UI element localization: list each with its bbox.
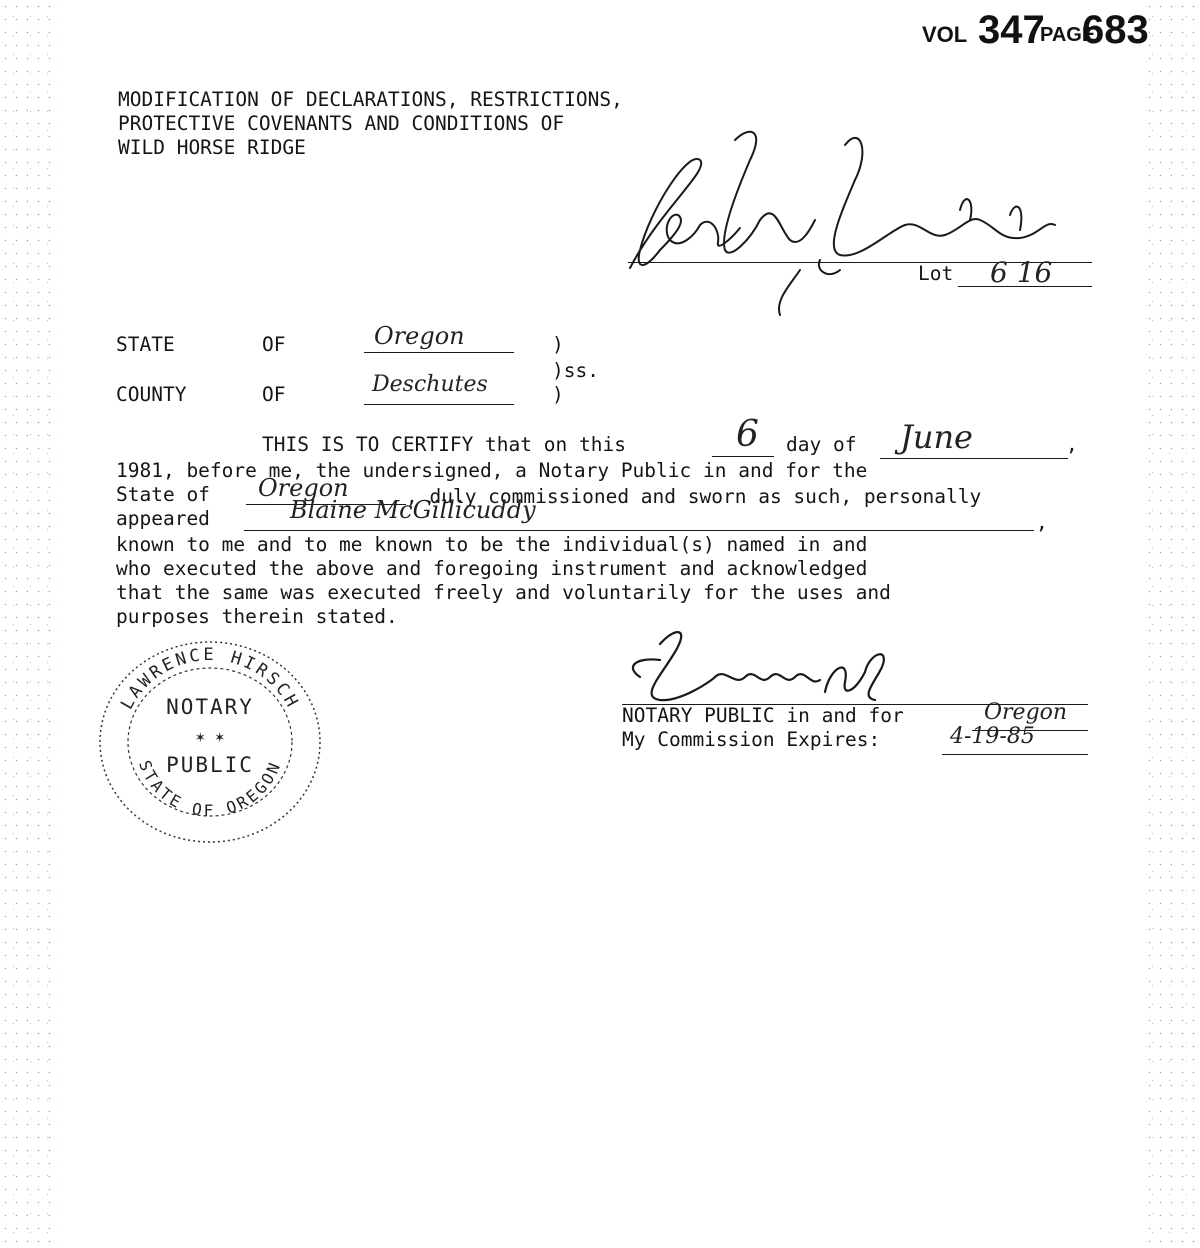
seal-star-icon: ✶ ✶ xyxy=(195,727,225,746)
notary-signature xyxy=(620,622,920,712)
document-title-line-1: MODIFICATION OF DECLARATIONS, RESTRICTIONS, xyxy=(118,88,623,111)
certificate-appeared-underline xyxy=(244,530,1034,531)
state-label: STATE xyxy=(116,333,175,356)
certificate-line-5: known to me and to me known to be the individual(s) named in and xyxy=(116,533,868,556)
document-title-line-2: PROTECTIVE COVENANTS AND CONDITIONS OF xyxy=(118,112,565,135)
certificate-line-6: who executed the above and foregoing instrument and acknowledged xyxy=(116,557,868,580)
notary-title: NOTARY PUBLIC in and for xyxy=(622,704,904,727)
venue-county-underline xyxy=(364,404,514,405)
certificate-line-1-b: day of xyxy=(786,433,857,456)
document-title-line-3: WILD HORSE RIDGE xyxy=(118,136,306,159)
page-number: 683 xyxy=(1082,8,1149,52)
certificate-line-4-b: , xyxy=(1036,511,1048,534)
commission-expires-value: 4-19-85 xyxy=(950,724,1035,749)
certificate-line-4-a: appeared xyxy=(116,507,210,530)
state-of-label: OF xyxy=(262,333,286,356)
certificate-day-value: 6 xyxy=(736,414,759,455)
certificate-line-1-c: , xyxy=(1066,433,1078,456)
vol-number: 347 xyxy=(978,8,1045,52)
vol-label: VOL xyxy=(922,22,968,47)
lot-label: Lot xyxy=(918,262,954,285)
owner-signature xyxy=(600,120,1120,330)
commission-expires-label: My Commission Expires: xyxy=(622,728,881,751)
seal-bottom-arc: STATE OF OREGON xyxy=(135,757,285,820)
certificate-month-value: June xyxy=(900,418,973,456)
venue-paren-3: ) xyxy=(552,383,564,406)
certificate-state-value: Oregon xyxy=(258,474,349,502)
county-of-label: OF xyxy=(262,383,286,406)
seal-center-bottom: PUBLIC xyxy=(166,753,254,777)
lot-number: 6 16 xyxy=(990,256,1053,289)
venue-state-value: Oregon xyxy=(374,322,465,350)
certificate-month-underline xyxy=(880,458,1068,459)
notary-state-value: Oregon xyxy=(984,700,1068,725)
certificate-line-7: that the same was executed freely and voluntarily for the uses and xyxy=(116,581,891,604)
seal-top-arc: LAWRENCE HIRSCH xyxy=(117,645,303,713)
notary-seal xyxy=(92,630,328,846)
page-label: PAGE xyxy=(1040,24,1096,46)
venue-state-underline xyxy=(364,352,514,353)
certificate-line-8: purposes therein stated. xyxy=(116,605,398,628)
county-label: COUNTY xyxy=(116,383,187,406)
venue-ss-label: )ss. xyxy=(552,359,599,382)
certificate-day-underline xyxy=(712,456,774,457)
seal-center-top: NOTARY xyxy=(166,695,254,719)
certificate-line-3-a: State of xyxy=(116,483,210,506)
certificate-line-3-b: , duly commissioned and sworn as such, personally xyxy=(406,485,982,508)
certificate-line-2: 1981, before me, the undersigned, a Notary Public in and for the xyxy=(116,459,868,482)
certificate-line-1-a: THIS IS TO CERTIFY that on this xyxy=(262,433,626,456)
venue-county-value: Deschutes xyxy=(372,372,488,397)
lot-underline xyxy=(958,286,1092,287)
venue-paren-1: ) xyxy=(552,333,564,356)
commission-expires-underline xyxy=(942,754,1088,755)
certificate-appeared-value: Blaine McGillicuddy xyxy=(290,496,536,524)
